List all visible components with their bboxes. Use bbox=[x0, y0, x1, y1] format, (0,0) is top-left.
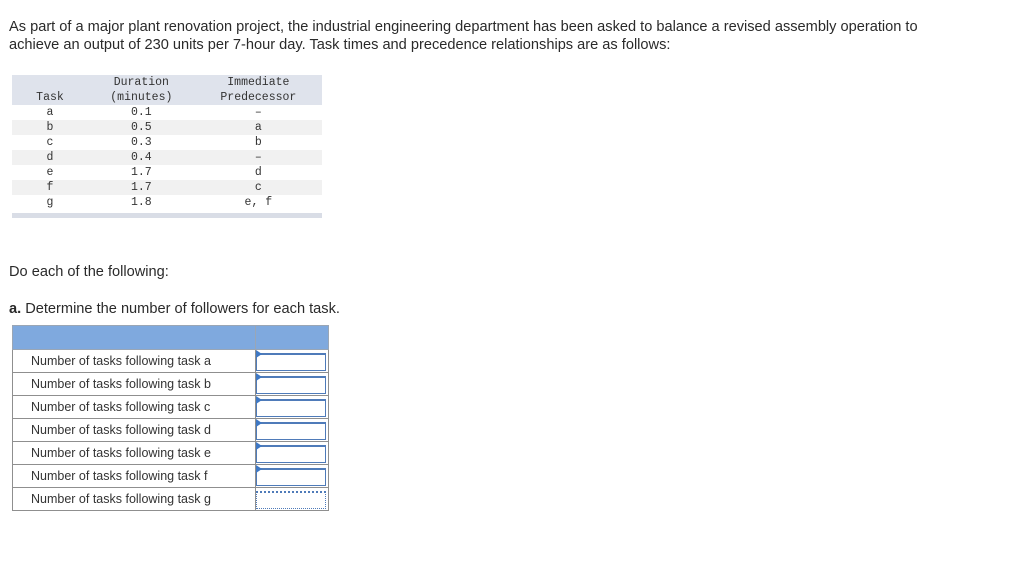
task-duration: 0.5 bbox=[88, 120, 195, 135]
task-id: g bbox=[46, 196, 54, 209]
followers-input-task-a[interactable] bbox=[256, 353, 326, 371]
answer-label: Number of tasks following task c bbox=[13, 396, 256, 419]
answer-label: Number of tasks following task a bbox=[13, 350, 256, 373]
task-duration: 0.1 bbox=[130, 106, 152, 119]
followers-input-task-f[interactable] bbox=[256, 468, 326, 486]
answer-cell bbox=[256, 373, 329, 396]
task-predecessor: e, f bbox=[244, 196, 273, 209]
answer-cell bbox=[256, 350, 329, 373]
task-duration: 1.8 bbox=[130, 196, 152, 209]
header-task: Task bbox=[12, 75, 88, 105]
task-id: c bbox=[46, 136, 54, 149]
task-duration: 0.4 bbox=[88, 150, 195, 165]
input-marker-icon bbox=[256, 442, 262, 450]
answer-header-label-cell bbox=[13, 326, 256, 350]
task-id: b bbox=[12, 120, 88, 135]
answer-cell bbox=[256, 442, 329, 465]
answer-table-header bbox=[13, 326, 329, 350]
answer-label: Number of tasks following task g bbox=[13, 488, 256, 511]
answer-row-task-d bbox=[13, 419, 329, 442]
input-marker-icon bbox=[256, 396, 262, 404]
answer-cell bbox=[256, 419, 329, 442]
task-id: d bbox=[12, 150, 88, 165]
task-table-footer-bar bbox=[12, 213, 322, 218]
input-marker-icon bbox=[256, 465, 262, 473]
answer-label: Number of tasks following task e bbox=[13, 442, 256, 465]
task-predecessor: b bbox=[254, 136, 262, 149]
task-table bbox=[12, 75, 322, 218]
input-marker-icon bbox=[256, 350, 262, 358]
task-row bbox=[12, 165, 322, 180]
followers-input-task-g[interactable] bbox=[256, 491, 326, 509]
task-row bbox=[12, 105, 322, 120]
problem-intro: As part of a major plant renovation project, the industrial engineering department has been asked to balance a revised assembly operation to achieve an output of 230 units per 7-hour day. Task times and precedence relationships are as follows: bbox=[9, 19, 918, 53]
answer-label: Number of tasks following task f bbox=[13, 465, 256, 488]
task-predecessor: – bbox=[254, 106, 262, 119]
task-duration: 1.7 bbox=[130, 166, 152, 179]
task-duration: 1.7 bbox=[88, 180, 195, 195]
task-predecessor: – bbox=[195, 150, 322, 165]
part-a-label: a. bbox=[9, 301, 22, 317]
part-a-prompt bbox=[9, 301, 340, 317]
followers-answer-table bbox=[12, 325, 329, 511]
answer-label: Number of tasks following task d bbox=[13, 419, 256, 442]
followers-input-task-e[interactable] bbox=[256, 445, 326, 463]
part-a-text: Determine the number of followers for each task. bbox=[21, 301, 340, 317]
answer-row-task-c bbox=[13, 396, 329, 419]
followers-input-task-d[interactable] bbox=[256, 422, 326, 440]
task-id: a bbox=[46, 106, 54, 119]
answer-row-task-e bbox=[13, 442, 329, 465]
answer-cell bbox=[256, 396, 329, 419]
header-predecessor: Immediate Predecessor bbox=[195, 75, 322, 105]
task-predecessor: c bbox=[195, 180, 322, 195]
task-row bbox=[12, 120, 322, 135]
task-row bbox=[12, 150, 322, 165]
answer-row-task-a bbox=[13, 350, 329, 373]
answer-cell bbox=[256, 465, 329, 488]
followers-input-task-b[interactable] bbox=[256, 376, 326, 394]
input-marker-icon bbox=[256, 373, 262, 381]
task-predecessor: a bbox=[195, 120, 322, 135]
answer-row-task-f bbox=[13, 465, 329, 488]
task-id: f bbox=[12, 180, 88, 195]
task-row bbox=[12, 180, 322, 195]
followers-input-task-c[interactable] bbox=[256, 399, 326, 417]
task-row bbox=[12, 195, 322, 210]
answer-cell bbox=[256, 488, 329, 511]
answer-header-input-cell bbox=[256, 326, 329, 350]
input-marker-icon bbox=[256, 419, 262, 427]
task-row bbox=[12, 135, 322, 150]
answer-row-task-b bbox=[13, 373, 329, 396]
answer-label: Number of tasks following task b bbox=[13, 373, 256, 396]
task-duration: 0.3 bbox=[130, 136, 152, 149]
task-table-header bbox=[12, 75, 322, 105]
answer-row-task-g bbox=[13, 488, 329, 511]
task-predecessor: d bbox=[254, 166, 262, 179]
task-id: e bbox=[46, 166, 54, 179]
instructions-text: Do each of the following: bbox=[9, 264, 169, 280]
header-duration: Duration (minutes) bbox=[88, 75, 195, 105]
